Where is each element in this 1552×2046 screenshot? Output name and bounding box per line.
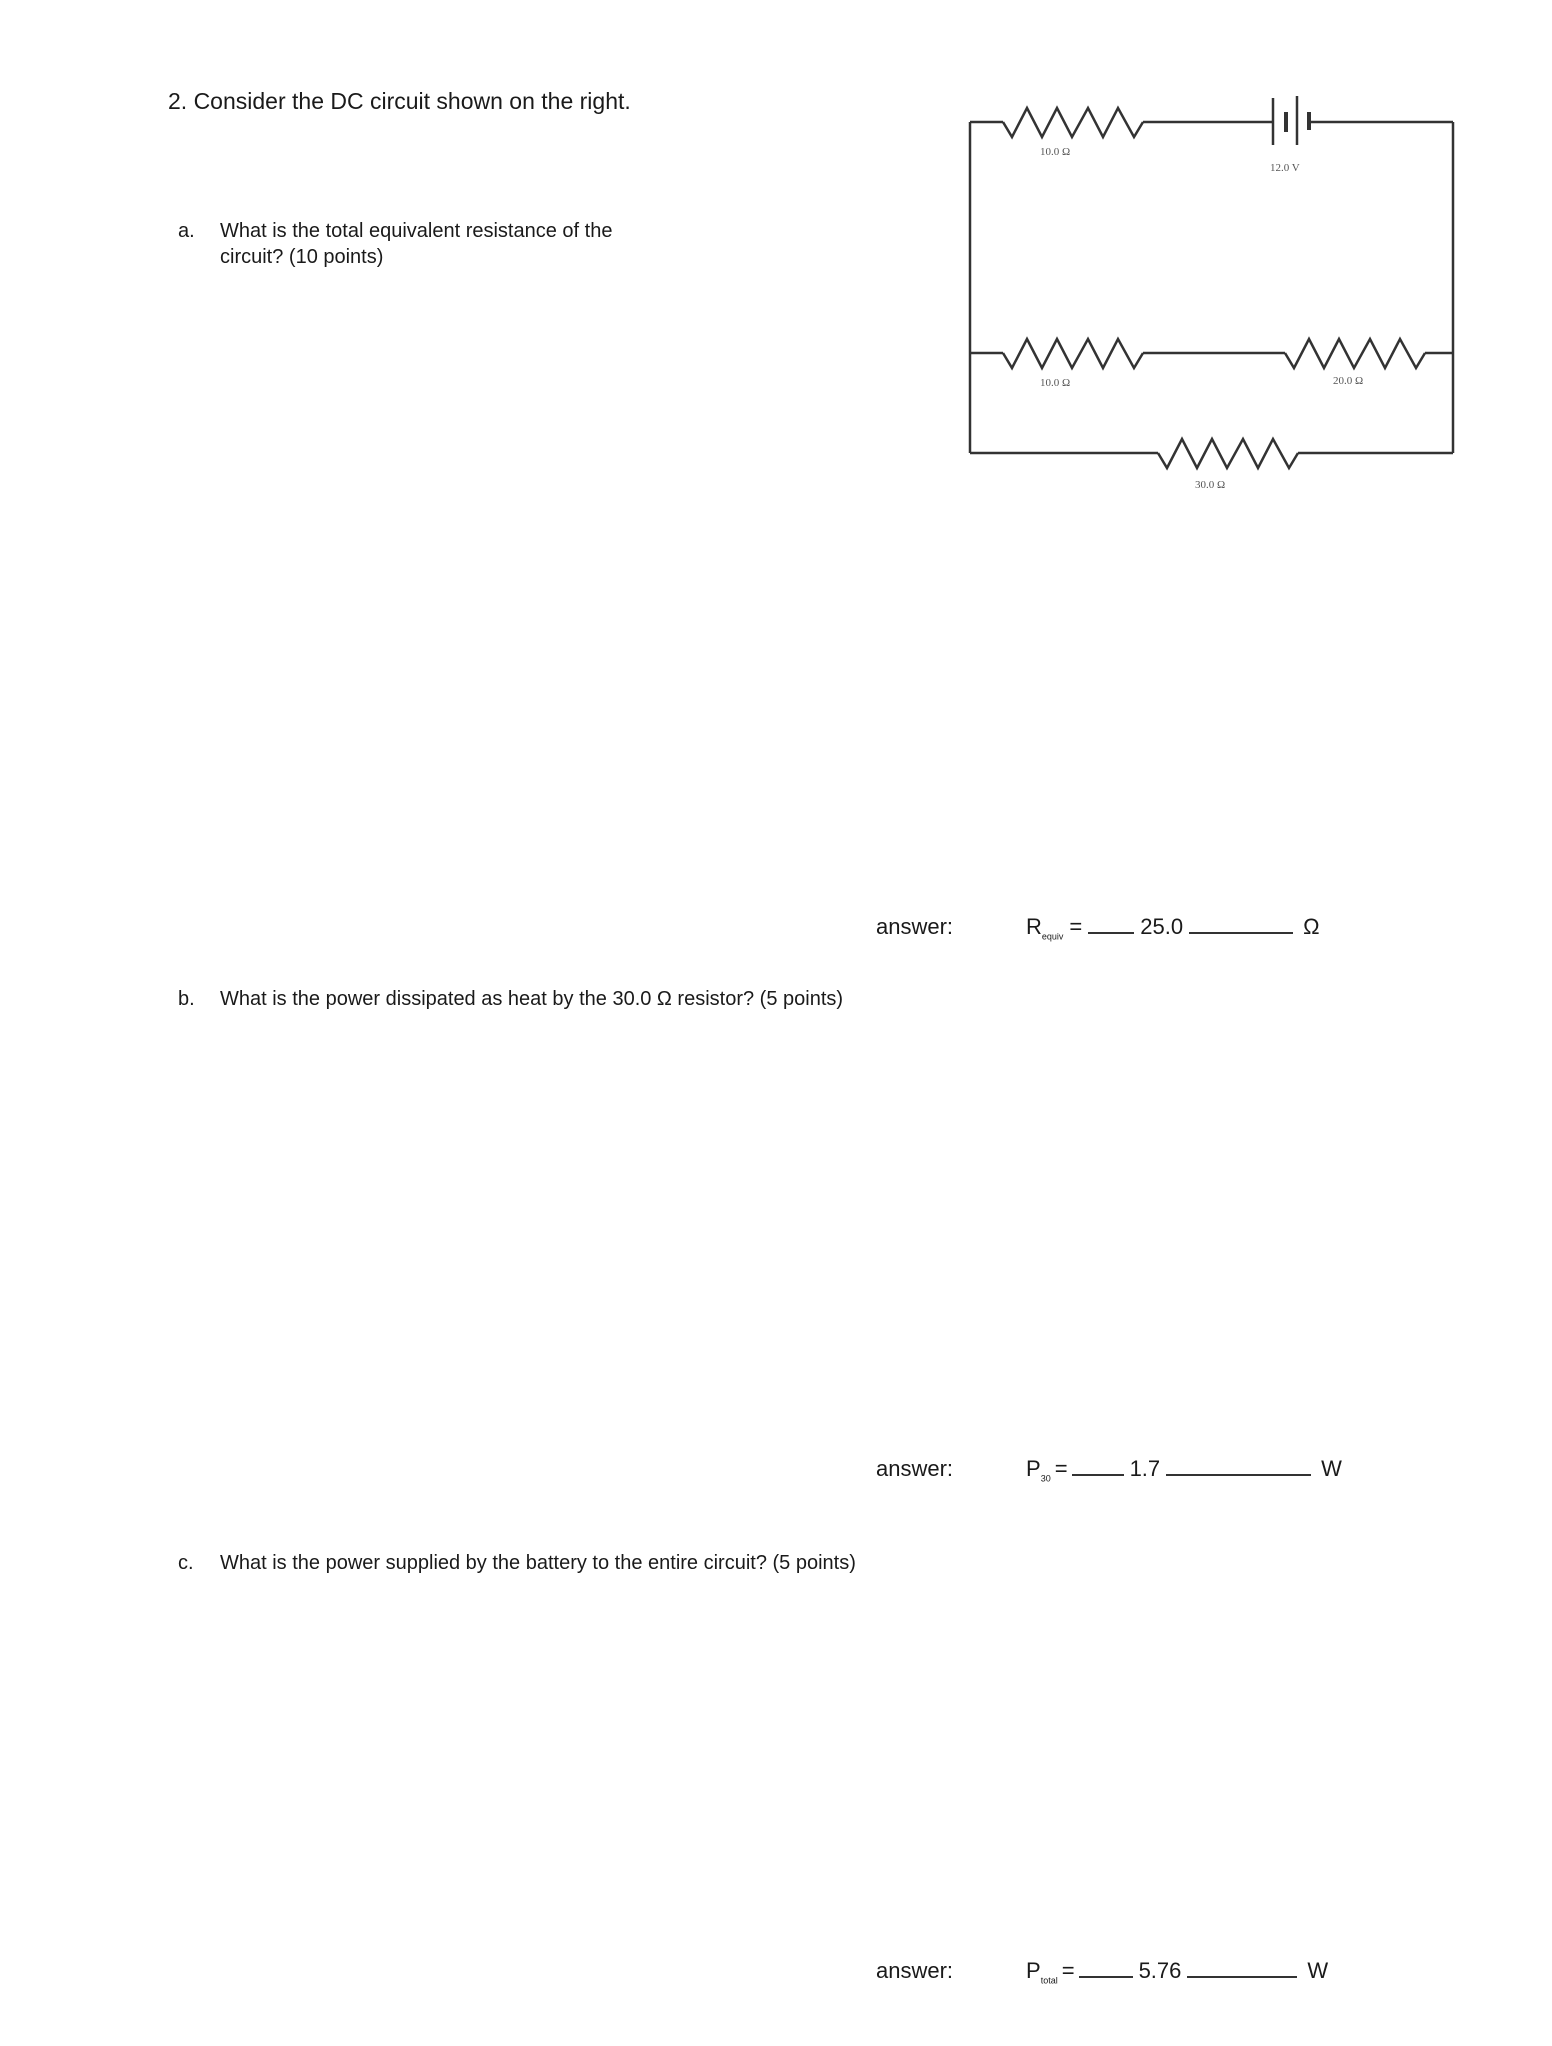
answer-c-blank-right [1187, 1976, 1297, 1978]
answer-a-symbol: $R_{equiv}$ [1026, 914, 1064, 942]
answer-c [876, 1958, 1328, 1992]
question-b [178, 986, 843, 1012]
answer-b-blank-right [1166, 1474, 1311, 1476]
answer-b-symbol: $P_{30}$ [1026, 1456, 1051, 1484]
answer-c-equals: = [1061, 1958, 1075, 1983]
question-a-label: a. [178, 220, 195, 242]
label-r-bottom: 30.0 Ω [1195, 479, 1226, 491]
answer-a-blank-right [1189, 932, 1293, 934]
answer-c-unit: W [1307, 1958, 1329, 1983]
answer-c-value[interactable]: 5.76 [1138, 1958, 1182, 1983]
resistor-middle-left [1003, 339, 1143, 368]
answer-a [876, 914, 1320, 948]
question-b-text: What is the power dissipated as heat by the 30.0 Ω resistor? (5 points) [220, 988, 844, 1010]
answer-b-blank-left [1072, 1474, 1124, 1476]
label-r-mid-right: 20.0 Ω [1333, 375, 1364, 387]
question-b-label: b. [178, 988, 195, 1010]
question-a-text-line1: What is the total equivalent resistance of the [220, 220, 613, 242]
label-battery: 12.0 V [1270, 162, 1300, 174]
answer-c-symbol: $P_{total}$ [1026, 1958, 1058, 1986]
resistor-bottom [1158, 439, 1298, 468]
answer-a-blank-left [1088, 932, 1134, 934]
answer-c-word: answer: [876, 1958, 954, 1983]
circuit-diagram [940, 60, 1460, 510]
question-a [178, 218, 612, 270]
answer-a-unit: Ω [1303, 914, 1320, 939]
answer-c-blank-left [1079, 1976, 1133, 1978]
question-a-text-line2: circuit? (10 points) [220, 246, 384, 268]
question-c [178, 1550, 856, 1576]
answer-b-word: answer: [876, 1456, 954, 1481]
resistor-top [1003, 108, 1143, 137]
resistor-middle-right [1285, 339, 1425, 368]
answer-a-value[interactable]: 25.0 [1140, 914, 1184, 939]
label-r-top: 10.0 Ω [1040, 146, 1071, 158]
answer-b-unit: W [1321, 1456, 1342, 1481]
answer-b-equals: = [1054, 1456, 1068, 1481]
question-c-label: c. [178, 1552, 194, 1574]
label-r-mid-left: 10.0 Ω [1040, 377, 1071, 389]
answer-b-value[interactable]: 1.7 [1129, 1456, 1161, 1481]
answer-a-equals: = [1069, 914, 1083, 939]
answer-b [876, 1456, 1342, 1490]
question-c-text: What is the power supplied by the battery to the entire circuit? (5 points) [220, 1552, 856, 1574]
answer-a-word: answer: [876, 914, 954, 939]
problem-title: 2. Consider the DC circuit shown on the right. [168, 88, 631, 114]
